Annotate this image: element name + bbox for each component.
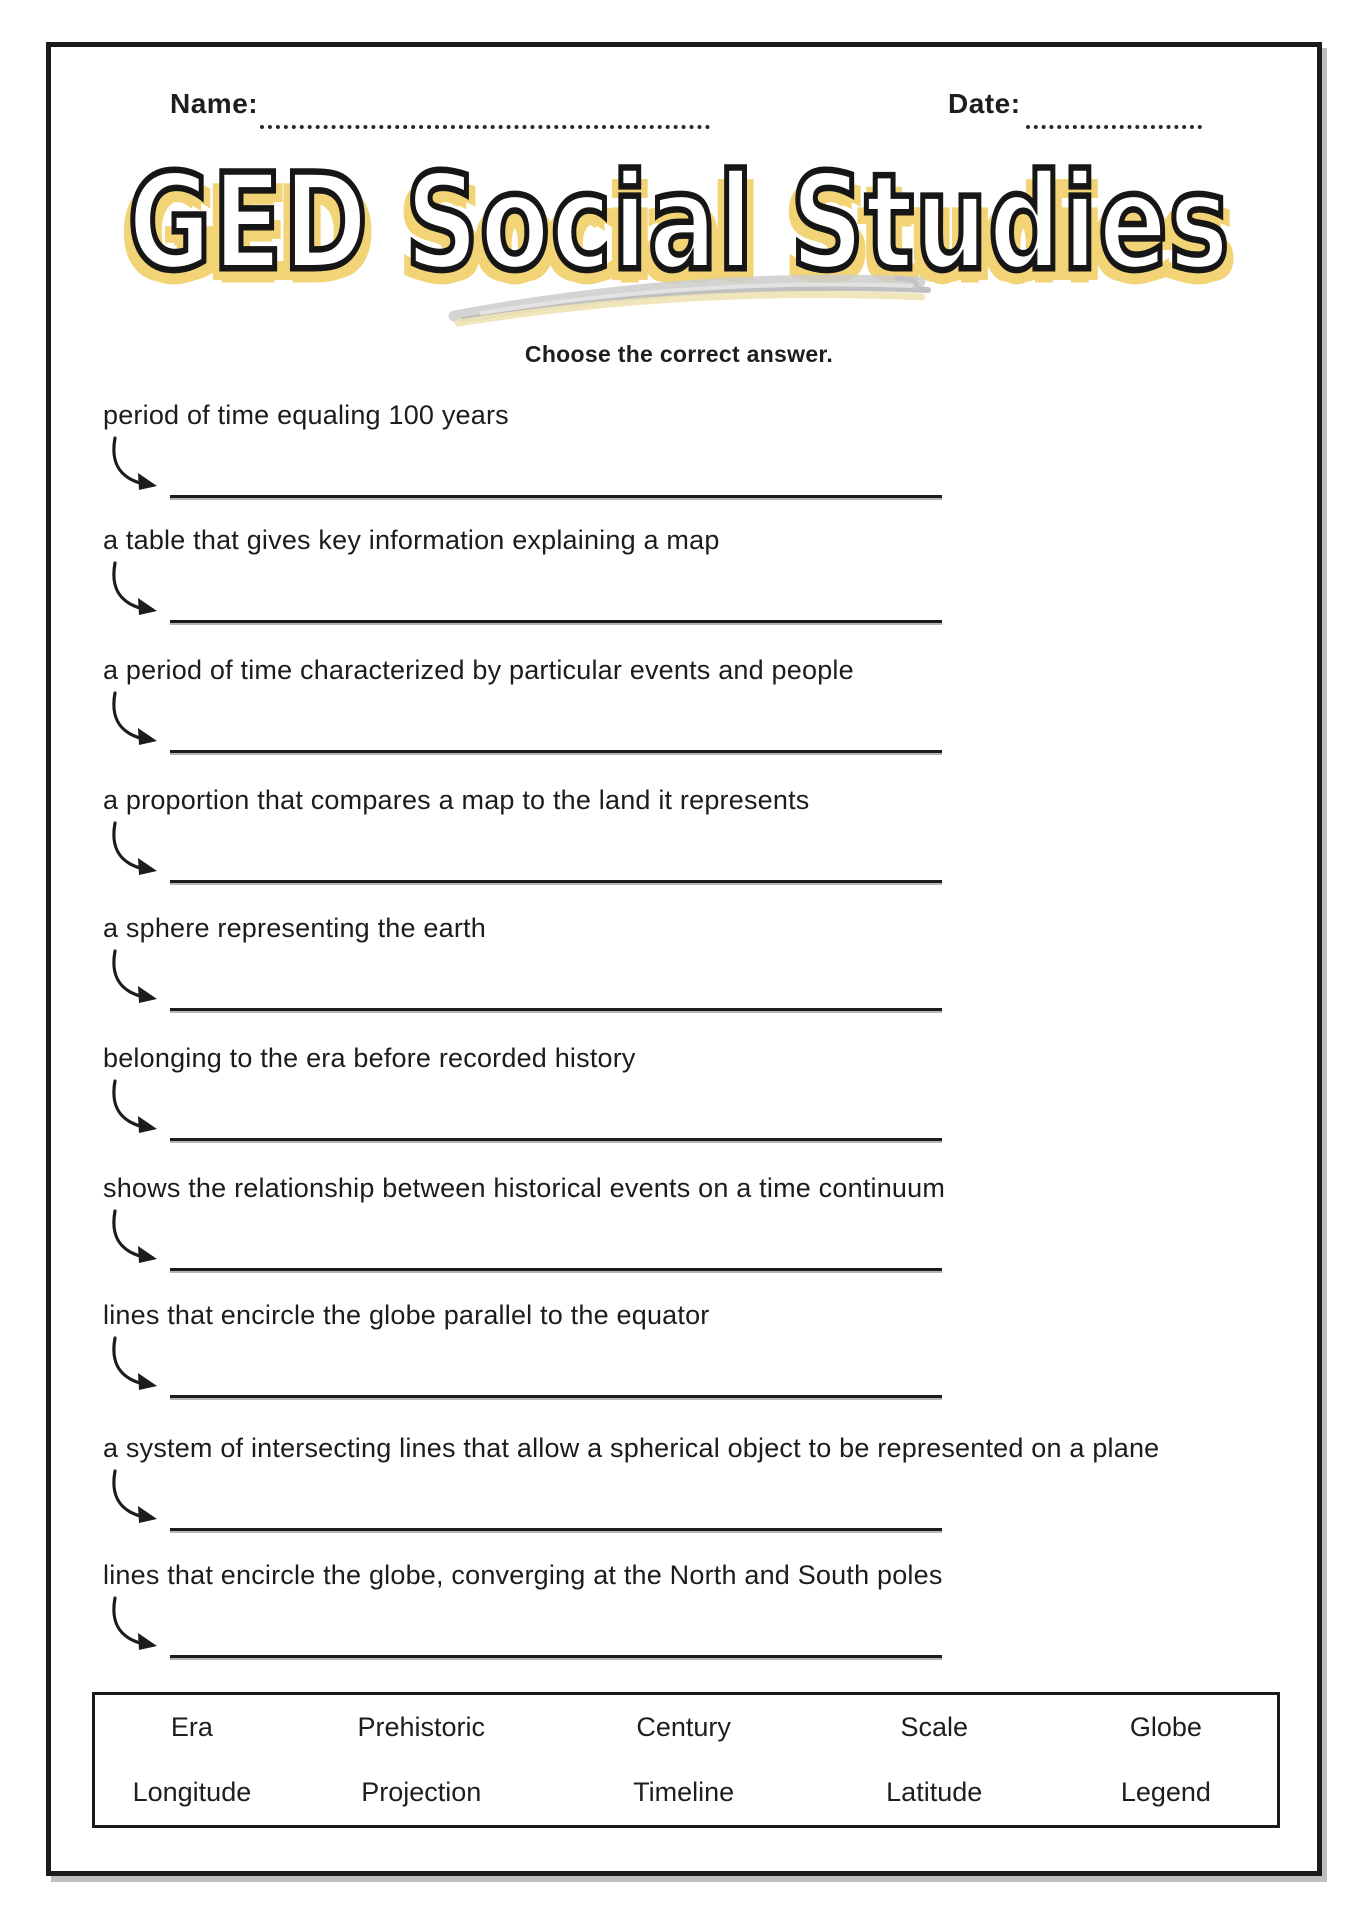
curved-arrow-icon — [102, 821, 162, 879]
name-blank[interactable] — [260, 101, 710, 129]
date-blank[interactable] — [1026, 101, 1202, 129]
question-text: lines that encircle the globe parallel to the equator — [103, 1300, 710, 1330]
word-bank — [92, 1692, 1280, 1828]
curved-arrow-icon — [102, 949, 162, 1007]
answer-blank[interactable] — [170, 750, 942, 753]
answer-blank[interactable] — [170, 620, 942, 623]
word-bank-item: Longitude — [132, 1777, 252, 1807]
date-label: Date: — [948, 88, 1021, 119]
answer-blank[interactable] — [170, 1138, 942, 1141]
question-block — [100, 1560, 1300, 1680]
answer-blank[interactable] — [170, 1395, 942, 1398]
answer-blank[interactable] — [170, 1528, 942, 1531]
worksheet-title: GED Social Studies — [127, 146, 1231, 301]
question-block — [100, 400, 1300, 520]
answer-blank[interactable] — [170, 1268, 942, 1271]
question-block — [100, 913, 1300, 1033]
question-block — [100, 1300, 1300, 1420]
curved-arrow-icon — [102, 1209, 162, 1267]
question-block — [100, 1173, 1300, 1293]
question-block — [100, 1433, 1300, 1553]
answer-blank[interactable] — [170, 495, 942, 498]
curved-arrow-icon — [102, 1469, 162, 1527]
question-text: belonging to the era before recorded history — [103, 1043, 636, 1073]
question-text: period of time equaling 100 years — [103, 400, 509, 430]
word-bank-item: Scale — [900, 1712, 968, 1742]
word-bank-item: Projection — [361, 1777, 482, 1807]
name-label: Name: — [170, 88, 259, 119]
word-bank-item: Timeline — [633, 1777, 735, 1807]
curved-arrow-icon — [102, 436, 162, 494]
word-bank-item: Latitude — [886, 1777, 983, 1807]
answer-blank[interactable] — [170, 1655, 942, 1658]
question-block — [100, 525, 1300, 645]
word-bank-item: Globe — [1129, 1712, 1202, 1742]
question-text: lines that encircle the globe, converging at the North and South poles — [103, 1560, 943, 1590]
instruction-text: Choose the correct answer. — [524, 341, 834, 367]
question-block — [100, 785, 1300, 905]
word-bank-item: Prehistoric — [357, 1712, 485, 1742]
word-bank-item: Legend — [1120, 1777, 1211, 1807]
word-bank-item: Century — [636, 1712, 731, 1742]
curved-arrow-icon — [102, 1336, 162, 1394]
curved-arrow-icon — [102, 691, 162, 749]
question-block — [100, 655, 1300, 775]
question-text: a table that gives key information explaining a map — [103, 525, 720, 555]
question-text: a period of time characterized by particular events and people — [103, 655, 854, 685]
question-text: a proportion that compares a map to the land it represents — [103, 785, 810, 815]
word-bank-item: Era — [170, 1712, 213, 1742]
question-text: shows the relationship between historical events on a time continuum — [103, 1173, 946, 1203]
curved-arrow-icon — [102, 1596, 162, 1654]
answer-blank[interactable] — [170, 1008, 942, 1011]
question-block — [100, 1043, 1300, 1163]
curved-arrow-icon — [102, 1079, 162, 1137]
question-text: a sphere representing the earth — [103, 913, 486, 943]
brush-swoosh-decoration — [442, 266, 948, 328]
answer-blank[interactable] — [170, 880, 942, 883]
curved-arrow-icon — [102, 561, 162, 619]
question-text: a system of intersecting lines that allow a spherical object to be represented on a plane — [103, 1433, 1160, 1463]
